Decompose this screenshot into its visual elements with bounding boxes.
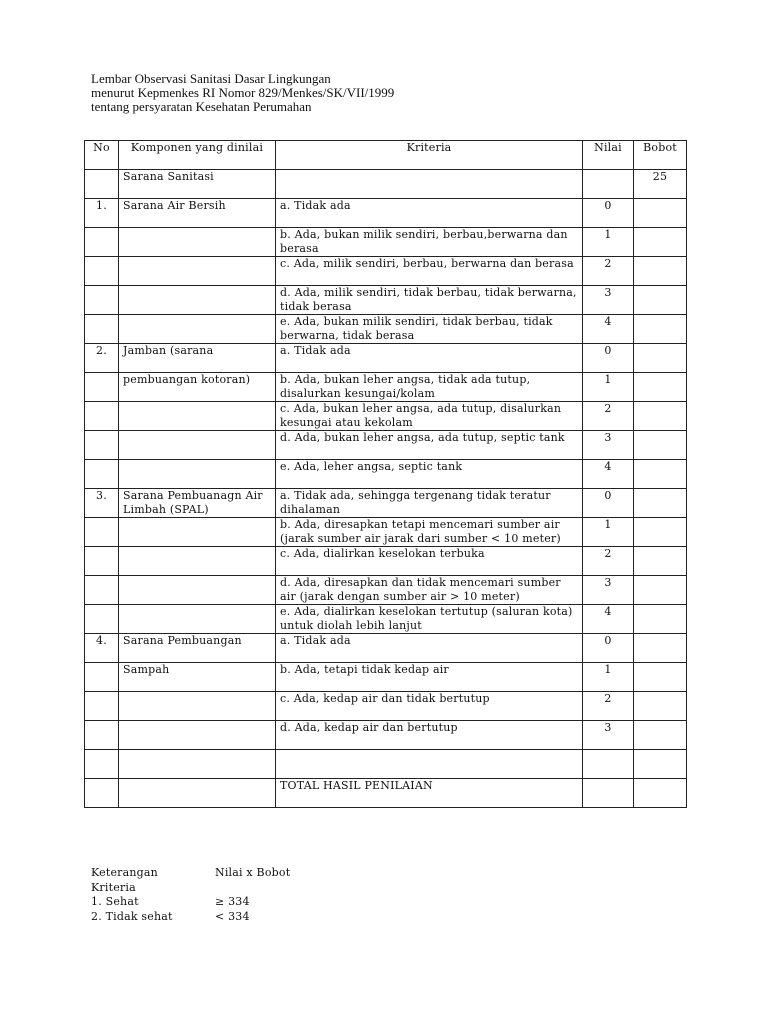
header-komponen: Komponen yang dinilai xyxy=(119,141,276,170)
table-cell-kriteria: a. Tidak ada xyxy=(276,634,583,663)
table-cell-nilai: 4 xyxy=(583,605,634,634)
table-cell-nilai: 4 xyxy=(583,460,634,489)
table-cell-kriteria: TOTAL HASIL PENILAIAN xyxy=(276,779,583,808)
table-row xyxy=(85,373,687,402)
table-row xyxy=(85,605,687,634)
table-cell-no xyxy=(85,402,119,431)
table-cell-bobot xyxy=(634,518,687,547)
table-cell-komponen xyxy=(119,257,276,286)
table-row xyxy=(85,431,687,460)
table-cell-bobot xyxy=(634,315,687,344)
table-cell-kriteria: e. Ada, leher angsa, septic tank xyxy=(276,460,583,489)
table-cell-no xyxy=(85,605,119,634)
table-cell-bobot xyxy=(634,721,687,750)
table-cell-kriteria: a. Tidak ada, sehingga tergenang tidak teratur dihalaman xyxy=(276,489,583,518)
table-cell-komponen xyxy=(119,431,276,460)
table-cell-nilai: 2 xyxy=(583,692,634,721)
table-cell-kriteria: d. Ada, kedap air dan bertutup xyxy=(276,721,583,750)
table-cell-nilai xyxy=(583,750,634,779)
legend-tidak-sehat: 2. Tidak sehat xyxy=(91,909,173,923)
table-row xyxy=(85,547,687,576)
table-cell-komponen xyxy=(119,576,276,605)
table-cell-nilai: 2 xyxy=(583,547,634,576)
table-cell-kriteria xyxy=(276,170,583,199)
table-cell-no xyxy=(85,692,119,721)
table-cell-bobot xyxy=(634,663,687,692)
table-cell-komponen: Sampah xyxy=(119,663,276,692)
table-row xyxy=(85,576,687,605)
header-regulation: menurut Kepmenkes RI Nomor 829/Menkes/SK/VII/1999 xyxy=(91,85,395,100)
table-row xyxy=(85,315,687,344)
table-row xyxy=(85,721,687,750)
document-header xyxy=(91,72,394,114)
table-cell-nilai: 2 xyxy=(583,257,634,286)
table-row xyxy=(85,634,687,663)
table-cell-no xyxy=(85,547,119,576)
table-cell-komponen: Sarana Air Bersih xyxy=(119,199,276,228)
table-cell-komponen xyxy=(119,228,276,257)
header-bobot: Bobot xyxy=(634,141,687,170)
table-row xyxy=(85,518,687,547)
table-row xyxy=(85,199,687,228)
table-cell-nilai: 1 xyxy=(583,228,634,257)
table-cell-kriteria: d. Ada, milik sendiri, tidak berbau, tidak berwarna, tidak berasa xyxy=(276,286,583,315)
table-cell-bobot xyxy=(634,373,687,402)
table-cell-bobot xyxy=(634,431,687,460)
header-kriteria: Kriteria xyxy=(276,141,583,170)
table-cell-komponen xyxy=(119,286,276,315)
table-cell-komponen: Jamban (sarana xyxy=(119,344,276,373)
table-cell-kriteria: e. Ada, bukan milik sendiri, tidak berbau, tidak berwarna, tidak berasa xyxy=(276,315,583,344)
table-row xyxy=(85,692,687,721)
table-cell-no xyxy=(85,315,119,344)
table-cell-komponen xyxy=(119,315,276,344)
table-cell-bobot: 25 xyxy=(634,170,687,199)
table-row xyxy=(85,170,687,199)
legend-sehat: 1. Sehat xyxy=(91,895,139,908)
table-cell-nilai: 3 xyxy=(583,721,634,750)
table-cell-komponen xyxy=(119,605,276,634)
table-cell-kriteria: d. Ada, diresapkan dan tidak mencemari sumber air (jarak dengan sumber air > 10 meter) xyxy=(276,576,583,605)
table-cell-komponen: pembuangan kotoran) xyxy=(119,373,276,402)
table-cell-bobot xyxy=(634,228,687,257)
table-cell-nilai: 0 xyxy=(583,634,634,663)
table-cell-kriteria xyxy=(276,750,583,779)
table-cell-bobot xyxy=(634,286,687,315)
table-cell-no: 4. xyxy=(85,634,119,663)
table-cell-nilai: 3 xyxy=(583,431,634,460)
table-row xyxy=(85,286,687,315)
table-cell-kriteria: d. Ada, bukan leher angsa, ada tutup, septic tank xyxy=(276,431,583,460)
table-row xyxy=(85,344,687,373)
table-cell-komponen xyxy=(119,750,276,779)
table-cell-bobot xyxy=(634,750,687,779)
table-cell-no xyxy=(85,663,119,692)
table-cell-komponen xyxy=(119,518,276,547)
table-cell-nilai: 4 xyxy=(583,315,634,344)
table-cell-nilai: 0 xyxy=(583,489,634,518)
table-row xyxy=(85,750,687,779)
table-cell-kriteria: a. Tidak ada xyxy=(276,344,583,373)
table-cell-kriteria: e. Ada, dialirkan keselokan tertutup (saluran kota) untuk diolah lebih lanjut xyxy=(276,605,583,634)
table-cell-nilai: 1 xyxy=(583,663,634,692)
table-cell-bobot xyxy=(634,576,687,605)
table-cell-komponen xyxy=(119,547,276,576)
table-cell-no xyxy=(85,373,119,402)
table-cell-no xyxy=(85,779,119,808)
table-cell-nilai: 3 xyxy=(583,286,634,315)
header-no: No xyxy=(85,141,119,170)
table-cell-nilai xyxy=(583,779,634,808)
table-cell-kriteria: b. Ada, tetapi tidak kedap air xyxy=(276,663,583,692)
table-header-row xyxy=(85,141,687,170)
table-row xyxy=(85,257,687,286)
table-cell-nilai: 3 xyxy=(583,576,634,605)
table-cell-kriteria: b. Ada, bukan leher angsa, tidak ada tutup, disalurkan kesungai/kolam xyxy=(276,373,583,402)
table-cell-nilai: 1 xyxy=(583,518,634,547)
table-cell-no xyxy=(85,576,119,605)
table-cell-bobot xyxy=(634,199,687,228)
legend-tidak-sehat-value: < 334 xyxy=(215,909,250,923)
legend-kriteria: Kriteria xyxy=(91,880,136,894)
table-cell-bobot xyxy=(634,605,687,634)
table-cell-kriteria: b. Ada, bukan milik sendiri, berbau,berwarna dan berasa xyxy=(276,228,583,257)
table-cell-bobot xyxy=(634,692,687,721)
table-cell-bobot xyxy=(634,344,687,373)
table-cell-no: 2. xyxy=(85,344,119,373)
table-cell-no xyxy=(85,170,119,199)
header-title: Lembar Observasi Sanitasi Dasar Lingkungan xyxy=(91,71,331,86)
table-row xyxy=(85,489,687,518)
table-cell-no xyxy=(85,431,119,460)
legend-nilai-x-bobot: Nilai x Bobot xyxy=(215,866,291,879)
observation-table xyxy=(84,140,687,808)
table-cell-komponen: Sarana Sanitasi xyxy=(119,170,276,199)
table-cell-nilai: 0 xyxy=(583,344,634,373)
table-row xyxy=(85,228,687,257)
table-row xyxy=(85,460,687,489)
legend-keterangan: Keterangan xyxy=(91,866,158,879)
table-cell-no xyxy=(85,721,119,750)
table-cell-bobot xyxy=(634,547,687,576)
table-row xyxy=(85,779,687,808)
table-cell-kriteria: b. Ada, diresapkan tetapi mencemari sumber air (jarak sumber air jarak dari sumber < 10 meter) xyxy=(276,518,583,547)
table-cell-komponen xyxy=(119,402,276,431)
table-row xyxy=(85,663,687,692)
table-cell-kriteria: c. Ada, dialirkan keselokan terbuka xyxy=(276,547,583,576)
header-subject: tentang persyaratan Kesehatan Perumahan xyxy=(91,99,312,114)
table-cell-bobot xyxy=(634,402,687,431)
table-cell-kriteria: c. Ada, kedap air dan tidak bertutup xyxy=(276,692,583,721)
table-cell-nilai: 1 xyxy=(583,373,634,402)
table-cell-komponen xyxy=(119,460,276,489)
table-cell-no xyxy=(85,257,119,286)
table-cell-nilai xyxy=(583,170,634,199)
table-cell-kriteria: c. Ada, milik sendiri, berbau, berwarna dan berasa xyxy=(276,257,583,286)
legend-sehat-value: ≥ 334 xyxy=(215,895,250,908)
table-cell-no xyxy=(85,228,119,257)
table-cell-no: 3. xyxy=(85,489,119,518)
table-cell-komponen xyxy=(119,692,276,721)
table-cell-no xyxy=(85,460,119,489)
table-cell-bobot xyxy=(634,634,687,663)
table-cell-komponen xyxy=(119,721,276,750)
table-cell-no xyxy=(85,286,119,315)
table-cell-bobot xyxy=(634,460,687,489)
table-row xyxy=(85,402,687,431)
table-cell-kriteria: c. Ada, bukan leher angsa, ada tutup, disalurkan kesungai atau kekolam xyxy=(276,402,583,431)
table-cell-nilai: 2 xyxy=(583,402,634,431)
table-cell-bobot xyxy=(634,257,687,286)
table-cell-komponen xyxy=(119,779,276,808)
table-cell-bobot xyxy=(634,489,687,518)
table-cell-no xyxy=(85,750,119,779)
table-cell-no xyxy=(85,518,119,547)
table-cell-kriteria: a. Tidak ada xyxy=(276,199,583,228)
table-cell-komponen: Sarana Pembuangan xyxy=(119,634,276,663)
table-cell-no: 1. xyxy=(85,199,119,228)
table-cell-komponen: Sarana Pembuanagn Air Limbah (SPAL) xyxy=(119,489,276,518)
header-nilai: Nilai xyxy=(583,141,634,170)
table-cell-nilai: 0 xyxy=(583,199,634,228)
table-cell-bobot xyxy=(634,779,687,808)
